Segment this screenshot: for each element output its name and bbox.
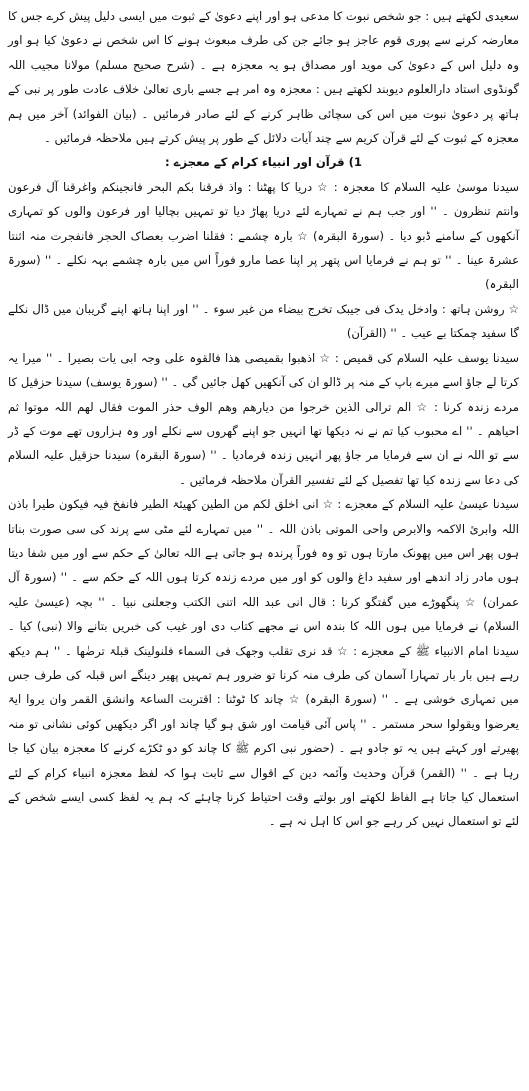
yusuf-hizqeel-paragraph: سیدنا یوسف علیہ السلام کی قمیص : ☆ اذھبوا بقمیصی ھذا فالقوہ علی وجہ ابی یات بصیرا ۔ '' میرا یہ کرتا لے جاؤ اسے میرے باپ کے منہ پر ڈالو ان کی آنکھیں کھل جائیں گی ۔ '' (سورۃ یوسف) سیدنا حزقیل کا مردے زندہ کرنا : ☆ الم ترالی الذین خرجوا من دیارھم وھم الوف حذر الموت فقال لھم اللہ موتوا ثم احیاھم ۔ '' اے محبوب کیا تم نے نہ دیکھا تھا انہیں جو اپنے گھروں سے نکلے اور وہ ہزاروں تھے موت کے ڈر سے تو اللہ نے ان سے فرمایا مر جاؤ پھر انہیں زندہ فرمادیا ۔ '' (سورۃ البقرہ) سیدنا حزقیل علیہ السلام کی دعا سے زندہ کیا تھا تفصیل کے لئے تفسیر القرآن ملاحظہ فرمائیں ۔	[8, 350, 519, 487]
intro-paragraph: سعیدی لکھتے ہیں : جو شخص نبوت کا مدعی ہو اور اپنے دعویٰ کے ثبوت میں ایسی دلیل پیش کرے جس کا معارضہ کرنے سے پوری قوم عاجز ہو جائے جن کی طرف مبعوث ہونے کا اس شخص نے دعویٰ کیا ہو اور وہ دلیل اس کے دعویٰ کی موید اور مصداق ہو یہ معجزہ ہے ۔ (شرح صحیح مسلم) مولانا مجیب اللہ گونڈوی استاد دارالعلوم دیوبند لکھتے ہیں : معجزہ وہ امر ہے جسے باری تعالیٰ خلاف عادت طور پر نبی کے ہاتھ پر دعویٰ نبوت میں اس کی سچائی ظاہر کرنے کے لئے صادر فرمائیں ۔ (بیان الفوائد) آخر میں ہم معجزہ کے ثبوت کے لئے قرآن کریم سے چند آیات دلائل کے طور پر پیش کرتے ہیں ملاحظہ فرمائیں ۔	[8, 9, 519, 146]
section-heading: 1) قرآن اور انبیاء کرام کے معجزے :	[165, 155, 362, 170]
isa-and-prophet-miracles-paragraph: سیدنا عیسیٰ علیہ السلام کے معجزے : ☆ انی اخلق لکم من الطین کھیئۃ الطیر فانفخ فیہ فیکون طیرا باذن اللہ وابرئ الاکمہ والابرص واحی الموتی باذن اللہ ۔ '' میں تمہارے لئے مٹی سے پرند کی سی صورت بناتا ہوں پھر اس میں پھونک مارتا ہوں تو وہ فوراً پرندہ ہو جاتی ہے اللہ تعالیٰ کے حکم سے اور میں شفا دیتا ہوں مادر زاد اندھے اور سفید داغ والوں کو اور میں مردے زندہ کرتا ہوں اللہ کے حکم سے ۔ '' (سورۃ آل عمران) ☆ پنگھوڑے میں گفتگو کرنا : قال انی عبد اللہ اتنی الکتب وجعلنی نبیا ۔ '' بچہ (عیسیٰ علیہ السلام) نے فرمایا میں ہوں اللہ کا بندہ اس نے مجھے کتاب دی اور غیب کی خبریں بتانے والا (نبی) کیا ۔ سیدنا امام الانبیاء ﷺ کے معجزے : ☆ قد نری تقلب وجھک فی السماء فلنولینک قبلۃ ترضٰھا ۔ '' ہم دیکھ رہے ہیں بار بار تمہارا آسمان کی طرف منہ کرنا تو ضرور ہم تمہیں پھیر دینگے اس قبلہ کی طرف جس میں تمہاری خوشی ہے ۔ '' (سورۃ البقرہ) ☆ چاند کا ٹوٹنا : اقتربت الساعۃ وانشق القمر وان یروا ایۃ یعرضوا ویقولوا سحر مستمر ۔ '' پاس آئی قیامت اور شق ہو گیا چاند اور اگر دیکھیں کوئی نشانی تو منہ پھیرتے اور کہتے ہیں یہ تو جادو ہے ۔ (حضور نبی اکرم ﷺ کا چاند کو دو ٹکڑے کرنے کا معجزہ بیان کیا جا رہا ہے ۔ '' (القمر) قرآن وحدیث وآئمہ دین کے اقوال سے ثابت ہوا کہ لفظ معجزہ انبیاء کرام کے لئے استعمال کیا جاتا ہے الفاظ لکھتے اور بولتے وقت احتیاط کرنا چاہئے کہ ہم یہ لفظ کسی ایسے شخص کے لئے تو استعمال نہیں کر رہے جو اس کا اہل نہ ہے ۔	[8, 497, 519, 829]
bright-hand-paragraph: ☆ روشن ہاتھ : وادخل یدک فی جیبک تخرج بیضاء من غیر سوء ۔ '' اور اپنا ہاتھ اپنے گریبان میں ڈال نکلے گا سفید چمکتا بے عیب ۔ '' (القرآن)	[8, 301, 519, 341]
musa-miracles-paragraph: سیدنا موسیٰ علیہ السلام کا معجزہ : ☆ دریا کا پھٹنا : واذ فرقنا بکم البحر فانجینکم واغرقنا آل فرعون وانتم تنظرون ۔ '' اور جب ہم نے تمہارے لئے دریا پھاڑ دیا تو تمہیں بچالیا اور فرعون والوں کو تمہاری آنکھوں کے سامنے ڈبو دیا ۔ (سورۃ البقرہ) ☆ بارہ چشمے : فقلنا اضرب بعصاک الحجر فانفجرت منہ اثنتا عشرۃ عینا ۔ '' تو ہم نے فرمایا اس پتھر پر اپنا عصا مارو فوراً اس میں بارہ چشمے بہہ نکلے ۔ '' (سورۃ البقرہ)	[8, 179, 519, 292]
